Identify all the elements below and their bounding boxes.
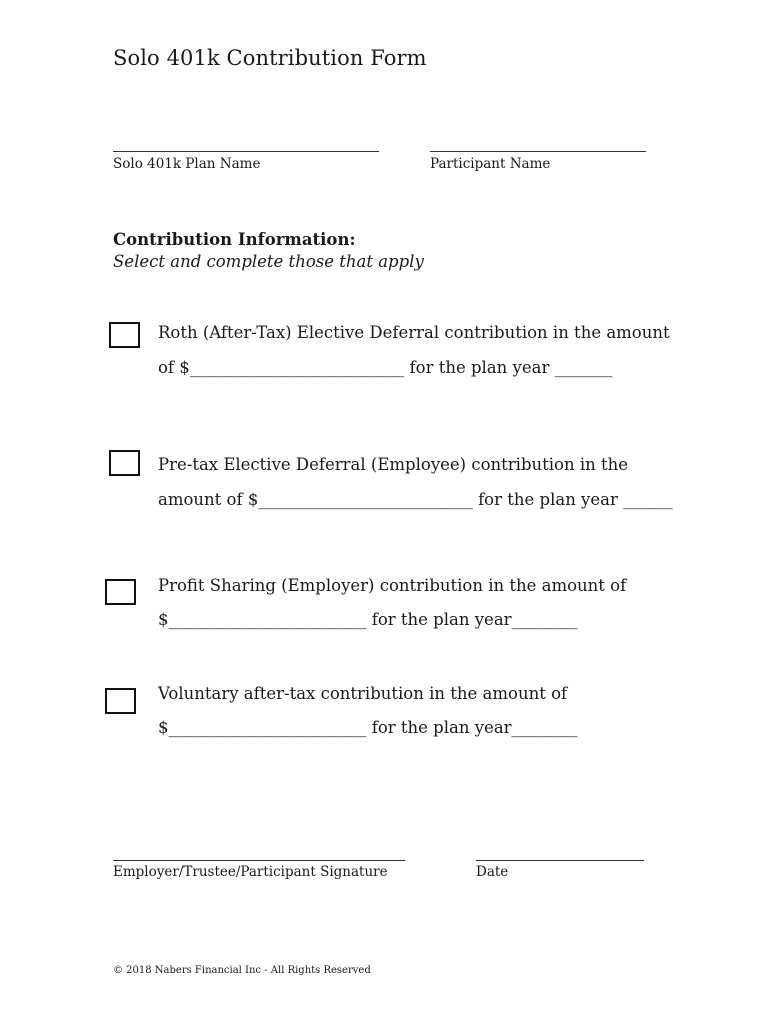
participant-name-field[interactable] [430, 151, 646, 152]
voluntary-checkbox[interactable] [105, 688, 136, 714]
plan-name-label: Solo 401k Plan Name [113, 156, 261, 172]
plan-name-field[interactable] [113, 151, 379, 152]
pretax-option-line2: amount of $__________________________ for the plan year ______ [158, 490, 673, 509]
copyright-footer: © 2018 Nabers Financial Inc - All Rights Reserved [113, 965, 371, 976]
date-field[interactable] [476, 860, 644, 861]
profit-sharing-option-line2: $________________________ for the plan year________ [158, 610, 578, 629]
roth-option-line2: of $__________________________ for the plan year _______ [158, 358, 613, 377]
pretax-checkbox[interactable] [109, 450, 140, 476]
contribution-heading: Contribution Information: [113, 230, 356, 249]
pretax-option-line1: Pre-tax Elective Deferral (Employee) contribution in the [158, 455, 629, 474]
signature-label: Employer/Trustee/Participant Signature [113, 864, 388, 880]
roth-option-line1: Roth (After-Tax) Elective Deferral contribution in the amount [158, 323, 670, 342]
participant-name-label: Participant Name [430, 156, 551, 172]
voluntary-option-line2: $________________________ for the plan year________ [158, 718, 578, 737]
profit-sharing-checkbox[interactable] [105, 579, 136, 605]
profit-sharing-option-line1: Profit Sharing (Employer) contribution in the amount of [158, 576, 627, 595]
contribution-subheading: Select and complete those that apply [113, 252, 424, 271]
voluntary-option-line1: Voluntary after-tax contribution in the amount of [158, 684, 568, 703]
roth-checkbox[interactable] [109, 322, 140, 348]
date-label: Date [476, 864, 509, 880]
form-title: Solo 401k Contribution Form [113, 46, 427, 70]
signature-field[interactable] [113, 860, 405, 861]
